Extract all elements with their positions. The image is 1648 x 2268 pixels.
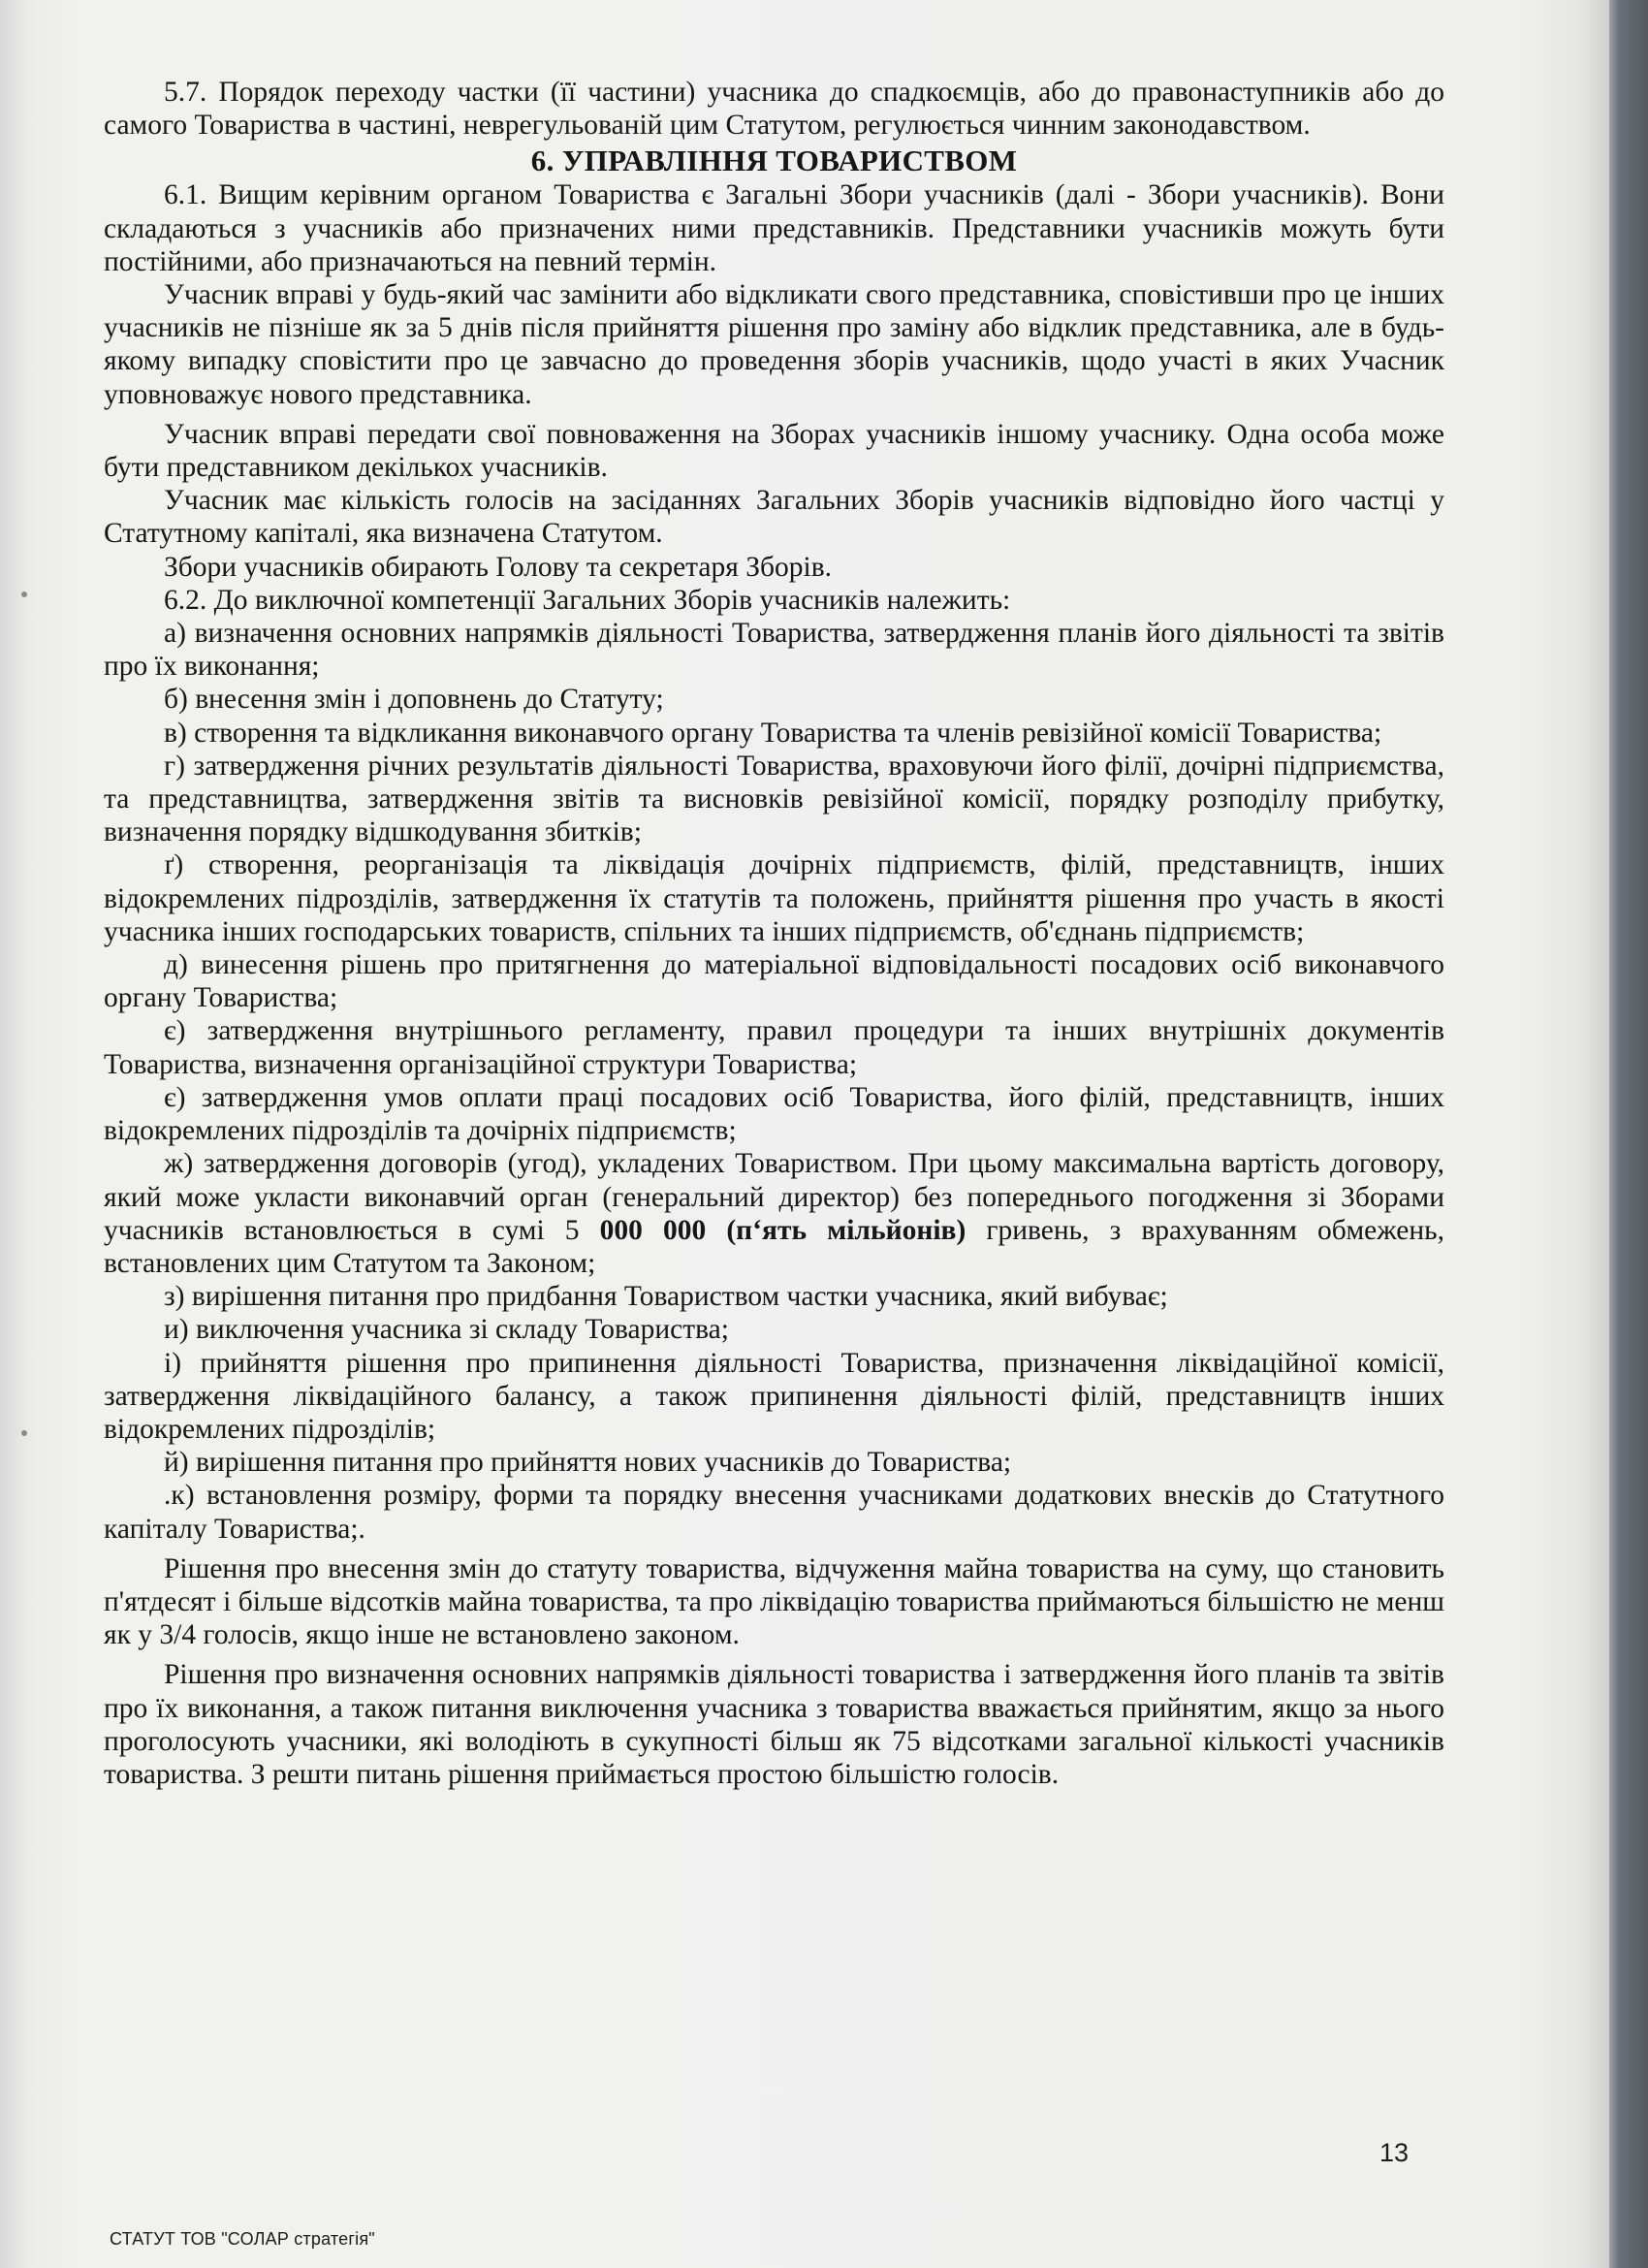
list-item-zh <box>104 1147 1444 1280</box>
list-item-e2: є) затвердження умов оплати праці посадових осіб Товариства, його філій, представництв, інших відокремлених підрозділів та дочірніх підприємств; <box>104 1081 1444 1147</box>
paragraph-5-7: 5.7. Порядок переходу частки (її частини) учасника до спадкоємців, або до правонаступників або до самого Товариства в частині, неврегульованій цим Статутом, регулюється чинним законодавством. <box>104 77 1444 142</box>
paragraph-chair-secretary: Збори учасників обирають Голову та секретаря Зборів. <box>164 551 833 583</box>
document-body <box>104 76 1444 1791</box>
contract-limit-amount: 000 000 (п‘ять мільйонів) <box>599 1214 967 1246</box>
section-heading: 6. УПРАВЛІННЯ ТОВАРИСТВОМ <box>530 144 1018 178</box>
list-item-a: а) визначення основних напрямків діяльності Товариства, затвердження планів його діяльності та звітів про їх виконання; <box>104 618 1444 683</box>
binding-hole-mark <box>21 591 27 597</box>
paragraph-decision-changes: Рішення про внесення змін до статуту товариства, відчуження майна товариства на суму, що становить п'ятдесят і більше відсотків майна товариства, та про ліквідацію товариства приймаються більшістю не менш як у 3/4 голосів, якщо інше не встановлено законом. <box>104 1552 1444 1651</box>
list-item-e: є) затвердження внутрішнього регламенту, правил процедури та інших внутрішніх документів Товариства, визначення організаційної структури Товариства; <box>104 1015 1444 1080</box>
paragraph-6-1: 6.1. Вищим керівним органом Товариства є Загальні Збори учасників (далі - Збори учасників). Вони складаються з учасників або призначених ними представників. Представники учасників можуть бути постійними, або призначаються на певний термін. <box>104 179 1444 277</box>
paragraph-6-2: 6.2. До виключної компетенції Загальних Зборів учасників належить: <box>164 584 1011 616</box>
paragraph-votes: Учасник має кількість голосів на засіданнях Загальних Зборів учасників відповідно його частці у Статутному капіталі, яка визначена Статутом. <box>104 485 1444 550</box>
list-item-i2: і) прийняття рішення про припинення діяльності Товариства, призначення ліквідаційної комісії, затвердження ліквідаційного балансу, а також припинення діяльності філій, представництв інших відокремлених підрозділів; <box>104 1347 1444 1445</box>
paragraph-decision-directions: Рішення про визначення основних напрямків діяльності товариства і затвердження його планів та звітів про їх виконання, а також питання виключення учасника з товариства вважається прийнятим, якщо за нього проголосують учасники, які володіють в сукупності більш як 75 відсотками загальної кількості учасників товариства. З решти питань рішення приймається простою більшістю голосів. <box>104 1659 1444 1790</box>
list-item-d: д) винесення рішень про притягнення до матеріальної відповідальності посадових осіб виконавчого органу Товариства; <box>104 949 1444 1014</box>
list-item-k: .к) встановлення розміру, форми та порядку внесення учасниками додаткових внесків до Статутного капіталу Товариства;. <box>104 1480 1444 1545</box>
list-item-y: й) вирішення питання про прийняття нових учасників до Товариства; <box>164 1447 1012 1479</box>
list-item-b: б) внесення змін і доповнень до Статуту; <box>164 684 664 716</box>
list-item-z: з) вирішення питання про придбання Товариством частки учасника, який вибуває; <box>164 1281 1168 1313</box>
list-item-zh-text: ж) затвердження договорів (угод), укладених Товариством. При цьому максимальна вартість договору, який може укласти виконавчий орган (генеральний директор) без попереднього погодження зі Зборами учасників встановлюється в сумі 5 <box>104 1148 1444 1246</box>
scanner-edge <box>1609 0 1648 2268</box>
list-item-g: г) затвердження річних результатів діяльності Товариства, враховуючи його філії, дочірні підприємства, та представництва, затвердження звітів та висновків ревізійної комісії, порядку розподілу прибутку, визначення порядку відшкодування збитків; <box>104 750 1444 848</box>
list-item-i: и) виключення учасника зі складу Товариства; <box>164 1314 729 1346</box>
list-item-g2: ґ) створення, реорганізація та ліквідація дочірніх підприємств, філій, представництв, інших відокремлених підрозділів, затвердження їх статутів та положень, прийняття рішення про участь в якості учасника інших господарських товариств, спільних та інших підприємств, об'єднань підприємств; <box>104 849 1444 947</box>
paragraph-representative-replacement: Учасник вправі у будь-який час замінити або відкликати свого представника, сповістивши про це інших учасників не пізніше як за 5 днів після прийняття рішення про заміну або відклик представника, але в будь-якому випадку сповістити про це завчасно до проведення зборів учасників, щодо участі в яких Учасник уповноважує нового представника. <box>104 279 1444 410</box>
document-footer: СТАТУТ ТОВ "СОЛАР стратегія" <box>110 2229 375 2249</box>
binding-hole-mark <box>21 1430 27 1436</box>
page-number: 13 <box>1379 2138 1409 2167</box>
list-item-zh-text-end: гривень, з врахуванням обмежень, встановлених цим Статутом та Законом; <box>104 1214 1444 1279</box>
paragraph-power-transfer: Учасник вправі передати свої повноваження на Зборах учасників іншому учаснику. Одна особа може бути представником декількох учасників. <box>104 418 1444 484</box>
list-item-v: в) створення та відкликання виконавчого органу Товариства та членів ревізійної комісії Товариства; <box>164 717 1382 749</box>
